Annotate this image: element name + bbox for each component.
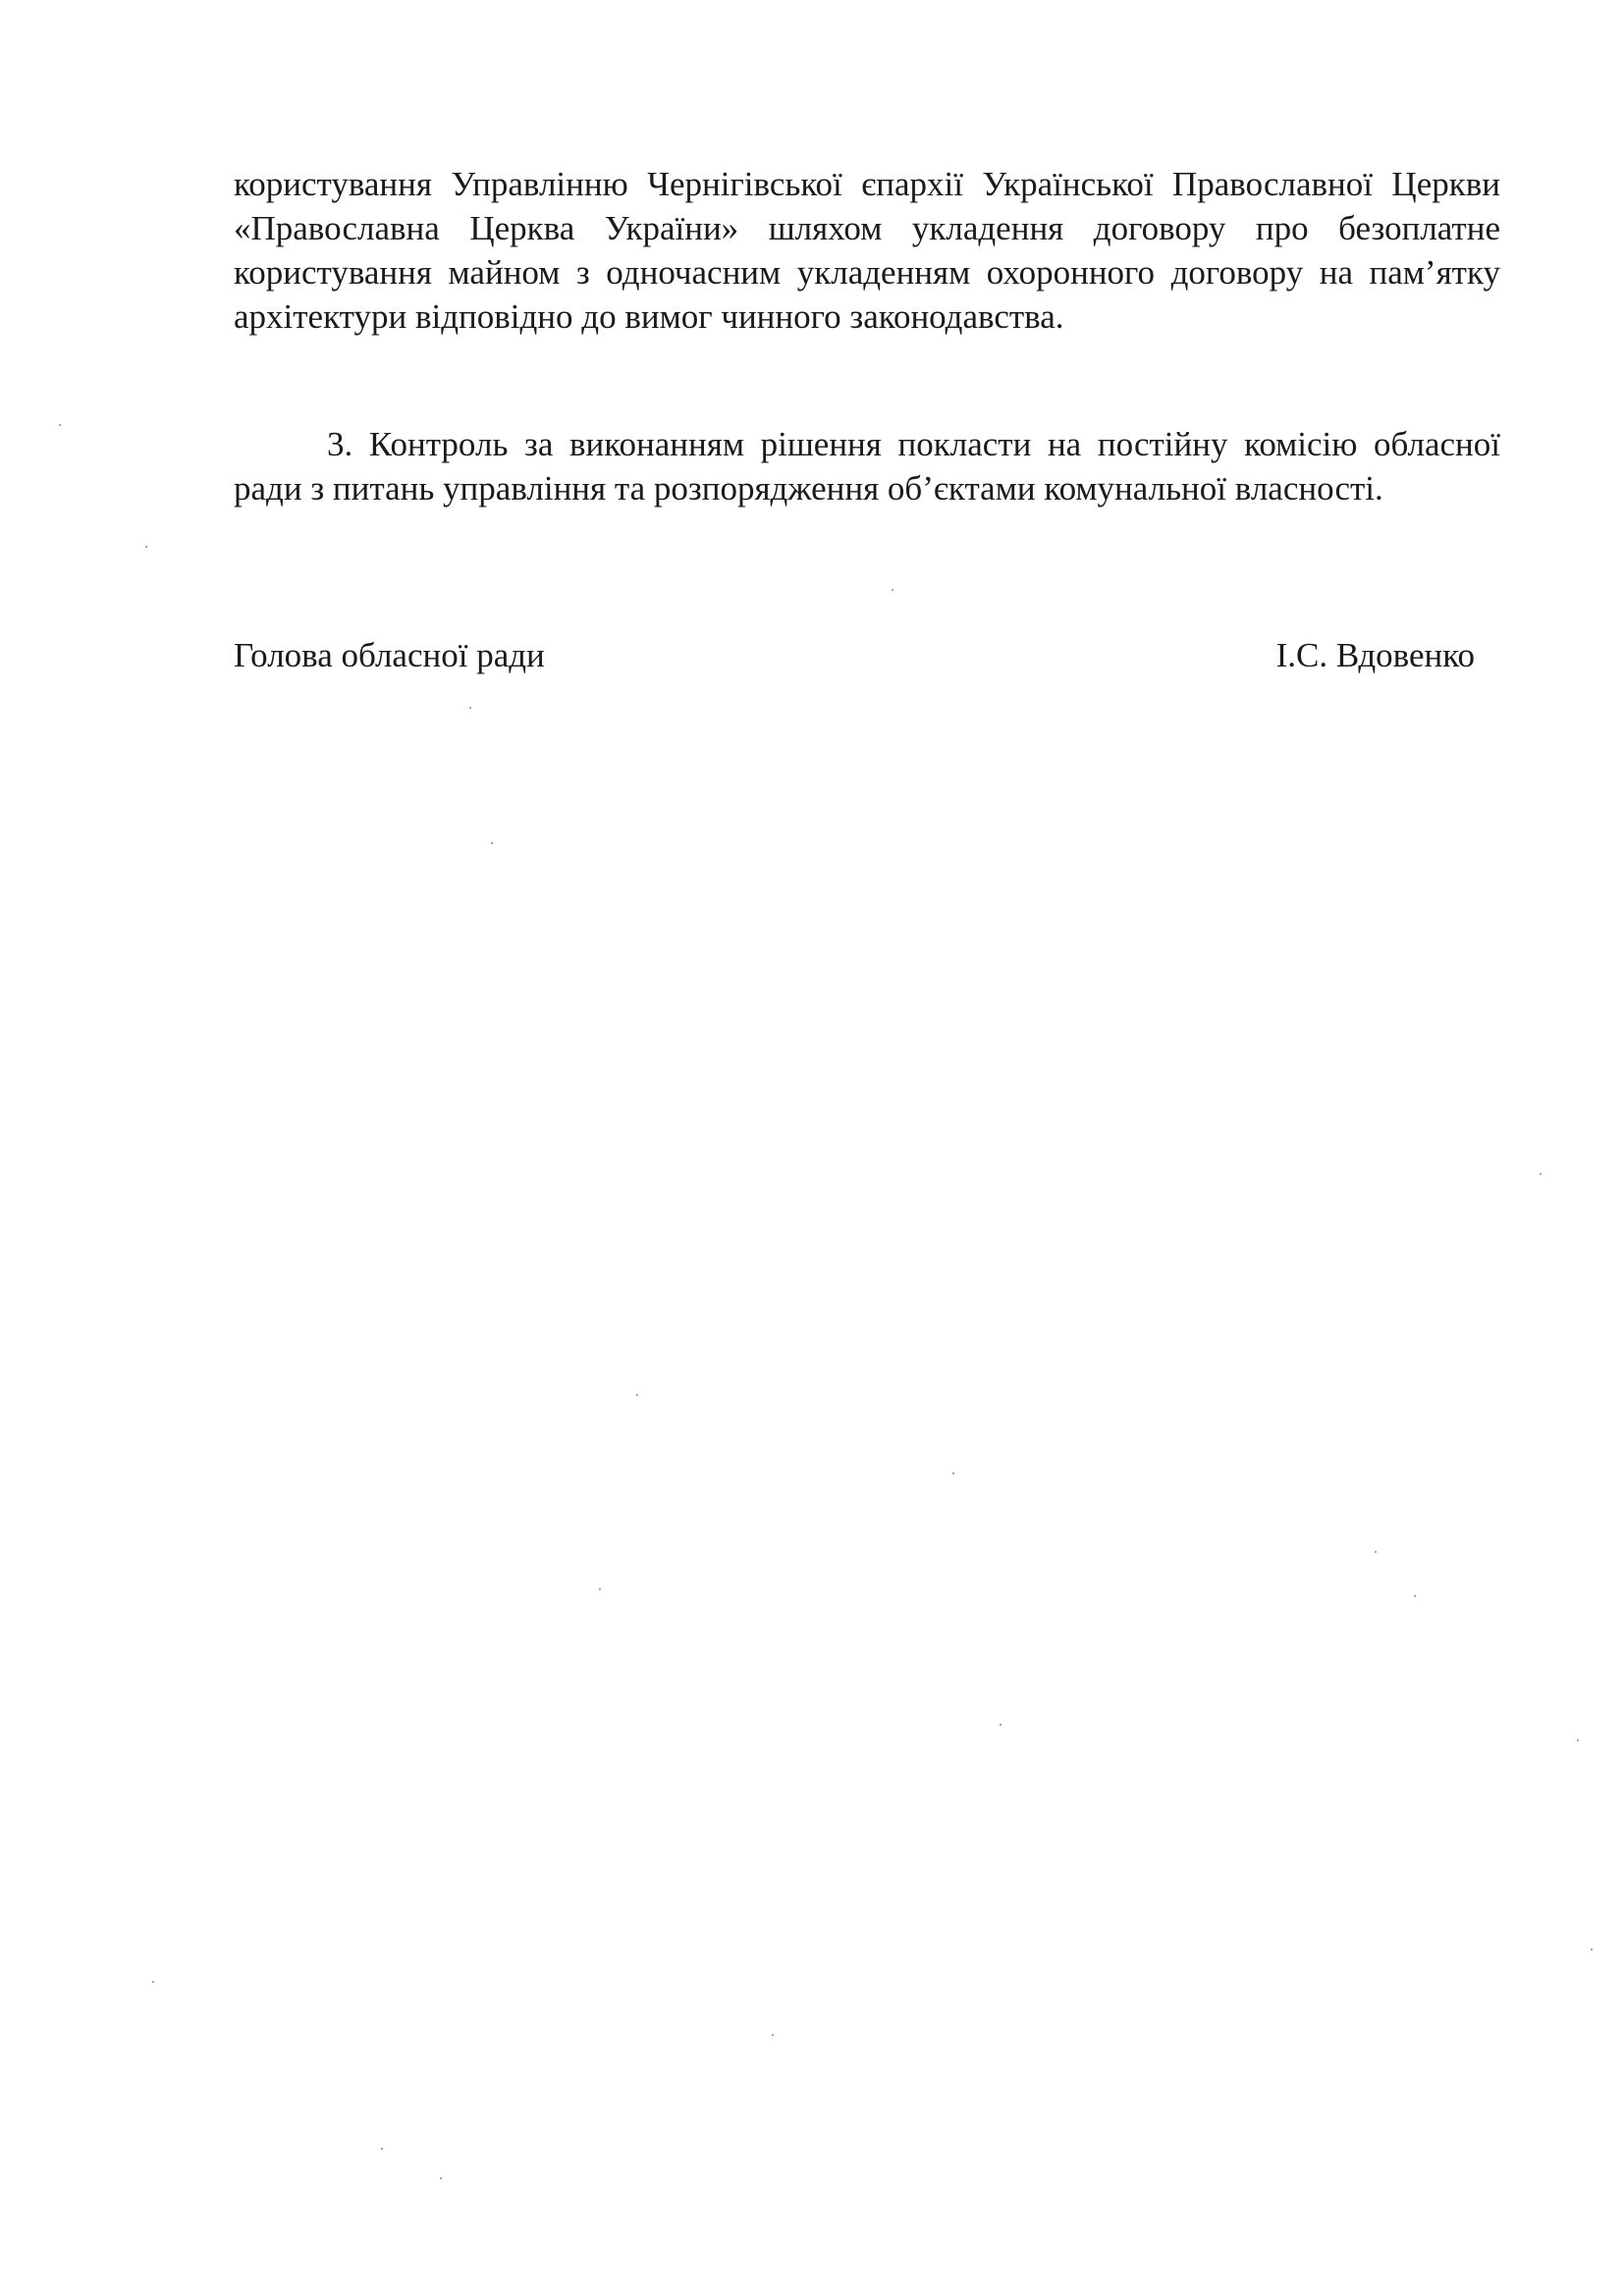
scan-speck (952, 1472, 954, 1474)
body-paragraph-continuation: користування Управлінню Чернігівської єпархії Української Православної Церкви «Православна Церква України» шляхом укладення договору про безоплатне користування майном з одночасним укладенням охоронного договору на пам’ятку архітектури відповідно до вимог чинного законодавства. (234, 165, 1500, 336)
scan-speck (469, 707, 471, 709)
scan-speck (1577, 1739, 1579, 1741)
body-paragraph-item-3: 3. Контроль за виконанням рішення покласти на постійну комісію обласної ради з питань управління та розпорядження об’єктами комунальної власності. (234, 425, 1500, 507)
scan-speck (381, 2148, 383, 2150)
scan-speck (59, 424, 61, 426)
signatory-name: І.С. Вдовенко (1275, 636, 1475, 674)
scan-speck (440, 2177, 442, 2179)
scan-speck (491, 842, 493, 844)
scan-speck (1591, 1949, 1593, 1950)
signatory-position: Голова обласної ради (234, 636, 545, 674)
scan-speck (772, 2034, 774, 2036)
scan-speck (892, 589, 893, 591)
scan-speck (1540, 1173, 1542, 1175)
scan-speck (636, 1394, 638, 1396)
scan-speck (1414, 1595, 1416, 1597)
scan-speck (1000, 1724, 1001, 1726)
signature-block (234, 633, 1475, 677)
scan-speck (145, 546, 147, 548)
scan-speck (599, 1588, 601, 1590)
scan-speck (1375, 1551, 1377, 1553)
scan-speck (152, 1981, 154, 1983)
